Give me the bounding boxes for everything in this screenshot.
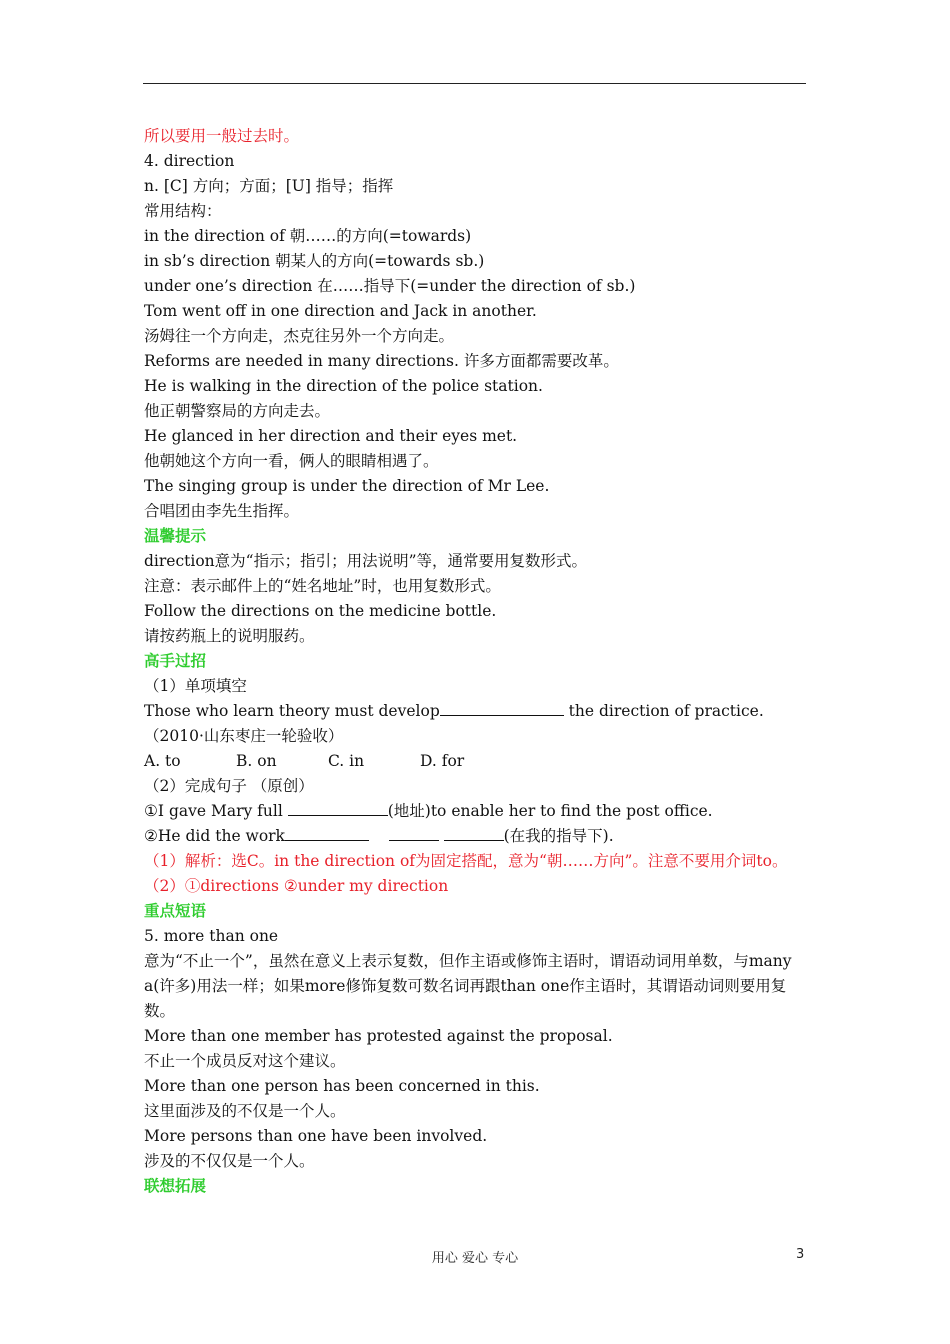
- answer-key: （2）①directions ②under my direction: [144, 877, 449, 895]
- footer-text: 用心 爱心 专心: [431, 1251, 519, 1266]
- section-heading: 5. more than one: [144, 927, 279, 945]
- option-d: D. for: [420, 752, 465, 770]
- example-sentence: The singing group is under the direction of Mr Lee.: [144, 477, 550, 495]
- answer-options: [144, 749, 806, 774]
- example-translation: 他朝她这个方向一看，俩人的眼睛相遇了。: [144, 452, 439, 470]
- example-sentence: Tom went off in one direction and Jack in another.: [144, 302, 537, 320]
- example-sentence: He is walking in the direction of the police station.: [144, 377, 543, 395]
- exercise-subheading: （1）单项填空: [144, 677, 247, 695]
- question-text: (地址)to enable her to find the post office.: [387, 802, 713, 820]
- example-sentence: Follow the directions on the medicine bottle.: [144, 602, 497, 620]
- header-rule: [143, 83, 806, 84]
- example-sentence: More than one person has been concerned in this.: [144, 1077, 540, 1095]
- structure-line: under one’s direction 在……指导下(=under the direction of sb.): [144, 277, 636, 295]
- example-translation: 汤姆往一个方向走，杰克往另外一个方向走。: [144, 327, 455, 345]
- question-text: the direction of practice.: [563, 702, 764, 720]
- page-number: 3: [796, 1247, 805, 1262]
- example-sentence: More than one member has protested against the proposal.: [144, 1027, 613, 1045]
- answer-blank: [288, 801, 388, 816]
- question-source: （2010·山东枣庄一轮验收）: [144, 727, 344, 745]
- answer-explanation: （1）解析：选C。in the direction of为固定搭配，意为“朝……方向”。注意不要用介词to。: [144, 852, 788, 870]
- section-heading: 4. direction: [144, 152, 235, 170]
- exercise-subheading: （2）完成句子 （原创）: [144, 777, 314, 795]
- answer-blank: [285, 826, 369, 841]
- answer-blank: [440, 701, 564, 716]
- example-translation: 合唱团由李先生指挥。: [144, 502, 300, 520]
- question-line: [144, 699, 806, 724]
- example-translation: 不止一个成员反对这个建议。: [144, 1052, 346, 1070]
- option-a: A. to: [144, 752, 181, 770]
- tip-heading: 温馨提示: [144, 527, 207, 545]
- question-text: (在我的指导下).: [503, 827, 614, 845]
- example-translation: 这里面涉及的不仅是一个人。: [144, 1102, 346, 1120]
- example-sentence: He glanced in her direction and their eyes met.: [144, 427, 518, 445]
- question-text: ①I gave Mary full: [144, 802, 288, 820]
- text-line: 所以要用一般过去时。: [144, 127, 300, 145]
- structure-line: in the direction of 朝……的方向(=towards): [144, 227, 472, 245]
- text-line: 常用结构：: [144, 202, 222, 220]
- question-text: Those who learn theory must develop: [144, 702, 440, 720]
- exercise-heading: 高手过招: [144, 652, 207, 670]
- text-paragraph: 意为“不止一个”，虽然在意义上表示复数，但作主语或修饰主语时，谓语动词用单数，与many a(许多)用法一样；如果more修饰复数可数名词再跟than one作主语时，其谓语动词则要用复数。: [144, 952, 792, 1020]
- example-sentence: More persons than one have been involved.: [144, 1127, 488, 1145]
- question-line: [144, 799, 806, 824]
- example-translation: 涉及的不仅仅是一个人。: [144, 1152, 315, 1170]
- option-b: B. on: [236, 752, 277, 770]
- example-translation: 他正朝警察局的方向走去。: [144, 402, 331, 420]
- answer-blank: [444, 826, 504, 841]
- phrase-heading: 重点短语: [144, 902, 207, 920]
- answer-blank: [389, 826, 439, 841]
- question-text: ②He did the work: [144, 827, 285, 845]
- option-c: C. in: [328, 752, 365, 770]
- text-line: direction意为“指示；指引；用法说明”等，通常要用复数形式。: [144, 552, 587, 570]
- example-sentence: Reforms are needed in many directions. 许多方面都需要改革。: [144, 352, 619, 370]
- document-body: [144, 124, 806, 1199]
- example-translation: 请按药瓶上的说明服药。: [144, 627, 315, 645]
- question-line: [144, 824, 806, 849]
- text-line: 注意：表示邮件上的“姓名地址”时，也用复数形式。: [144, 577, 501, 595]
- structure-line: in sb’s direction 朝某人的方向(=towards sb.): [144, 252, 485, 270]
- definition: n. [C] 方向；方面；[U] 指导；指挥: [144, 177, 394, 195]
- extension-heading: 联想拓展: [144, 1177, 207, 1195]
